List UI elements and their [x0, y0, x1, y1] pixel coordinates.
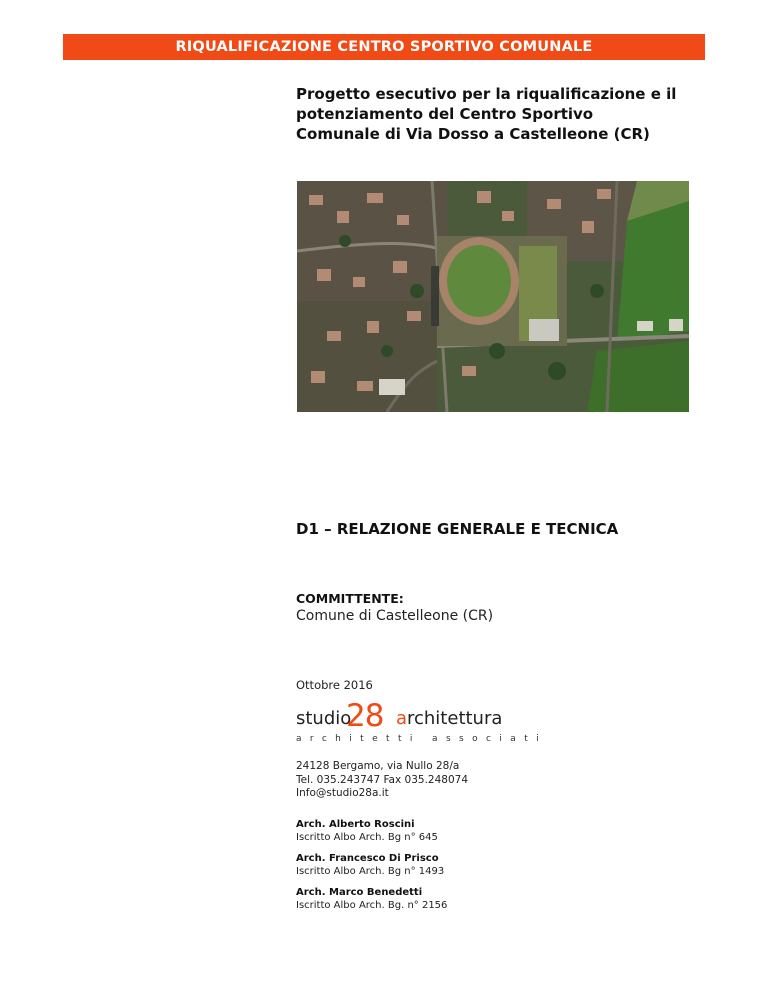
- document-title: D1 – RELAZIONE GENERALE E TECNICA: [296, 520, 619, 538]
- address-line: 24128 Bergamo, via Nullo 28/a: [296, 760, 460, 772]
- studio-address: [296, 760, 468, 801]
- title-line: Progetto esecutivo per la riqualificazione e il: [296, 85, 677, 103]
- header-banner: RIQUALIFICAZIONE CENTRO SPORTIVO COMUNALE: [63, 34, 705, 60]
- logo-word-architettura: rchitettura: [407, 708, 503, 729]
- logo-word-studio: studio: [296, 708, 352, 729]
- architect-registration: Iscritto Albo Arch. Bg n° 1493: [296, 866, 445, 877]
- architect-entry: [296, 818, 438, 844]
- architect-entry: [296, 886, 447, 912]
- architect-registration: Iscritto Albo Arch. Bg. n° 2156: [296, 900, 448, 911]
- client-label: COMMITTENTE:: [296, 591, 404, 606]
- aerial-photo: [297, 181, 689, 412]
- title-line: potenziamento del Centro Sportivo: [296, 105, 594, 123]
- architect-name: Arch. Francesco Di Prisco: [296, 853, 439, 864]
- architect-entry: [296, 852, 444, 878]
- project-title: [296, 84, 706, 144]
- title-line: Comunale di Via Dosso a Castelleone (CR): [296, 125, 650, 143]
- logo-number: 28: [346, 698, 384, 734]
- aerial-photo-image: [297, 181, 689, 412]
- logo-subtitle: architetti associati: [296, 734, 548, 744]
- architect-registration: Iscritto Albo Arch. Bg n° 645: [296, 832, 438, 843]
- address-line: Tel. 035.243747 Fax 035.248074: [296, 773, 469, 786]
- architect-name: Arch. Marco Benedetti: [296, 887, 423, 898]
- logo-letter-a: a: [396, 708, 408, 729]
- architect-name: Arch. Alberto Roscini: [296, 819, 415, 830]
- email-line: Info@studio28a.it: [296, 787, 389, 799]
- document-date: Ottobre 2016: [296, 678, 373, 692]
- client-name: Comune di Castelleone (CR): [296, 608, 494, 624]
- studio-logo: [296, 698, 548, 750]
